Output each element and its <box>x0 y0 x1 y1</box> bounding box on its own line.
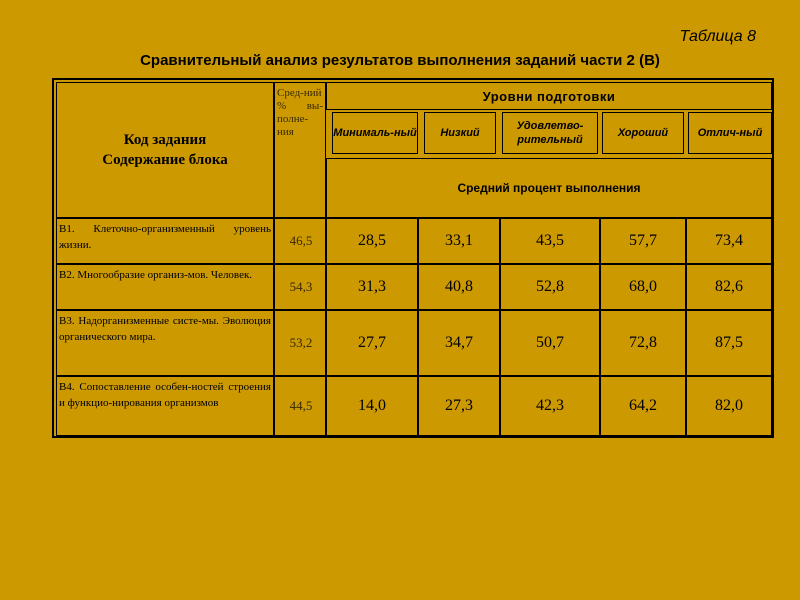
subheader-avg-percent: Средний процент выполнения <box>326 158 772 218</box>
row-1-label: В1. Клеточно-организменный уровень жизни. <box>56 218 274 264</box>
row-4-minimal: 14,0 <box>326 376 418 436</box>
row-3-minimal: 27,7 <box>326 310 418 376</box>
row-1-low: 33,1 <box>418 218 500 264</box>
row-2-excellent: 82,6 <box>686 264 772 310</box>
row-3-label: В3. Надорганизменные систе-мы. Эволюция органического мира. <box>56 310 274 376</box>
row-2-satisfactory: 52,8 <box>500 264 600 310</box>
level-satisfactory: Удовлетво-рительный <box>502 112 598 154</box>
row-4-label: В4. Сопоставление особен-ностей строения и функцио-нирования организмов <box>56 376 274 436</box>
level-low: Низкий <box>424 112 496 154</box>
header-code-line2: Содержание блока <box>102 152 228 168</box>
row-2-avg: 54,3 <box>274 264 326 310</box>
row-1-avg: 46,5 <box>274 218 326 264</box>
row-2-label: В2. Многообразие организ-мов. Человек. <box>56 264 274 310</box>
row-3-satisfactory: 50,7 <box>500 310 600 376</box>
row-2-minimal: 31,3 <box>326 264 418 310</box>
row-3-excellent: 87,5 <box>686 310 772 376</box>
row-4-excellent: 82,0 <box>686 376 772 436</box>
row-1-minimal: 28,5 <box>326 218 418 264</box>
header-levels-title: Уровни подготовки <box>326 82 772 110</box>
row-2-good: 68,0 <box>600 264 686 310</box>
header-avg-cell: Сред-ний % вы-полне-ния <box>274 82 326 218</box>
header-code-cell <box>56 82 274 218</box>
results-table <box>52 78 774 438</box>
row-3-good: 72,8 <box>600 310 686 376</box>
row-4-good: 64,2 <box>600 376 686 436</box>
level-minimal: Минималь-ный <box>332 112 418 154</box>
level-excellent: Отлич-ный <box>688 112 772 154</box>
table-number: Таблица 8 <box>679 28 756 45</box>
row-4-low: 27,3 <box>418 376 500 436</box>
row-1-excellent: 73,4 <box>686 218 772 264</box>
header-code-line1: Код задания <box>123 132 207 148</box>
row-3-low: 34,7 <box>418 310 500 376</box>
row-2-low: 40,8 <box>418 264 500 310</box>
level-good: Хороший <box>602 112 684 154</box>
row-4-avg: 44,5 <box>274 376 326 436</box>
row-3-avg: 53,2 <box>274 310 326 376</box>
row-1-satisfactory: 43,5 <box>500 218 600 264</box>
row-4-satisfactory: 42,3 <box>500 376 600 436</box>
row-1-good: 57,7 <box>600 218 686 264</box>
page-title: Сравнительный анализ результатов выполнения заданий части 2 (В) <box>140 52 660 69</box>
